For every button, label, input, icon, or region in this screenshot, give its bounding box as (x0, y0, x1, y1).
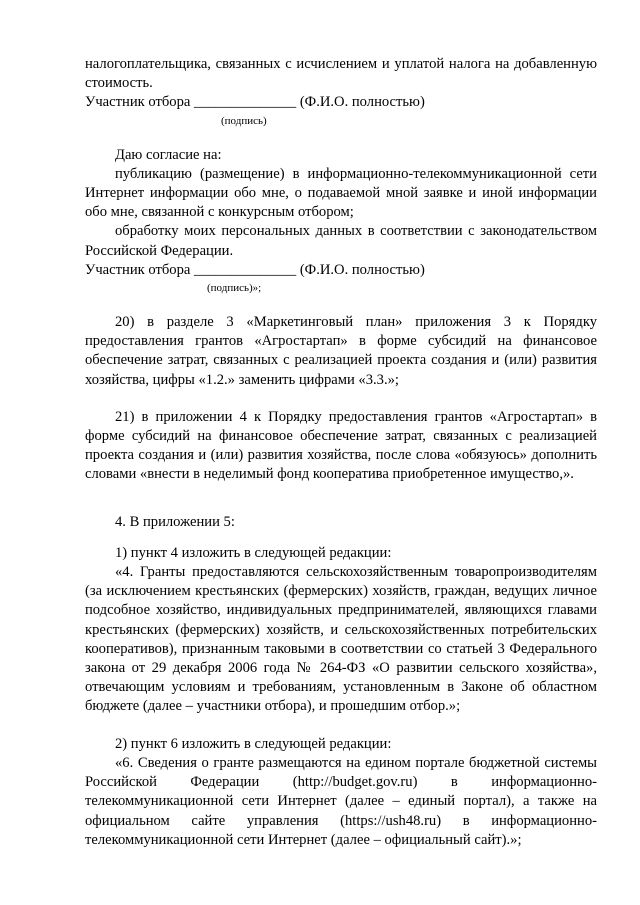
signature-line-1 (85, 93, 597, 112)
signature-label: Участник отбора (85, 261, 191, 278)
subitem-2-text: «6. Сведения о гранте размещаются на едином портале бюджетной системы Российской Федерации (http://budget.gov.ru) в информационно-телекоммуникационной сети Интернет (далее – единый портал), а также на официальном сайте управления (https://ush48.ru) в информационно-телекоммуникационной сети Интернет (далее – официальный сайт).»; (85, 754, 597, 848)
signature-line-2 (85, 261, 597, 280)
consent-data-processing: обработку моих персональных данных в соответствии с законодательством Российской Федерации. (85, 223, 597, 259)
subitem-1-text: «4. Гранты предоставляются сельскохозяйственным товаропроизводителям (за исключением крестьянских (фермерских) хозяйств, граждан, ведущих личное подсобное хозяйство, индивидуальных предпринимателей, являющихся главами крестьянских (фермерских) хозяйств, и сельскохозяйственных потребительских кооперативов), признанным таковыми в соответствии со статьей 3 Федерального закона от 29 декабря 2006 года № 264-ФЗ «О развитии сельского хозяйства», отвечающим условиям и требованиям, установленным в Законе об областном бюджете (далее – участники отбора), и прошедшим отбор.»; (85, 564, 597, 715)
section-4-heading: 4. В приложении 5: (115, 513, 235, 530)
signature-blank: ______________ (194, 94, 297, 111)
signature-fio: (Ф.И.О. полностью) (299, 261, 425, 278)
subitem-2-heading: 2) пункт 6 изложить в следующей редакции: (115, 735, 392, 752)
item-20: 20) в разделе 3 «Маркетинговый план» приложения 3 к Порядку предоставления грантов «Агростартап» в форме субсидий на финансовое обеспечение затрат, связанных с реализацией проекта создания и (или) развития хозяйства, цифры «1.2.» заменить цифрами «3.3.»; (85, 314, 597, 388)
consent-publication: публикацию (размещение) в информационно-телекоммуникационной сети Интернет информации обо мне, о подаваемой мной заявке и иной информации обо мне, связанной с конкурсным отбором; (85, 165, 597, 221)
subitem-1-heading: 1) пункт 4 изложить в следующей редакции: (115, 544, 392, 561)
signature-label: Участник отбора (85, 94, 191, 111)
consent-heading: Даю согласие на: (115, 146, 222, 163)
signature-fio: (Ф.И.О. полностью) (299, 94, 425, 111)
signature-caption-1: (подпись) (221, 114, 267, 127)
document-page (85, 55, 597, 850)
paragraph-vat: налогоплательщика, связанных с исчислением и уплатой налога на добавленную стоимость. (85, 56, 597, 92)
item-21: 21) в приложении 4 к Порядку предоставления грантов «Агростартап» в форме субсидий на финансовое обеспечение затрат, связанных с реализацией проекта создания и (или) развития хозяйства, после слова «обязуюсь» дополнить словами «внести в неделимый фонд кооператива приобретенное имущество,». (85, 408, 597, 483)
signature-blank: ______________ (194, 261, 297, 278)
signature-caption-2: (подпись)»; (207, 282, 262, 295)
